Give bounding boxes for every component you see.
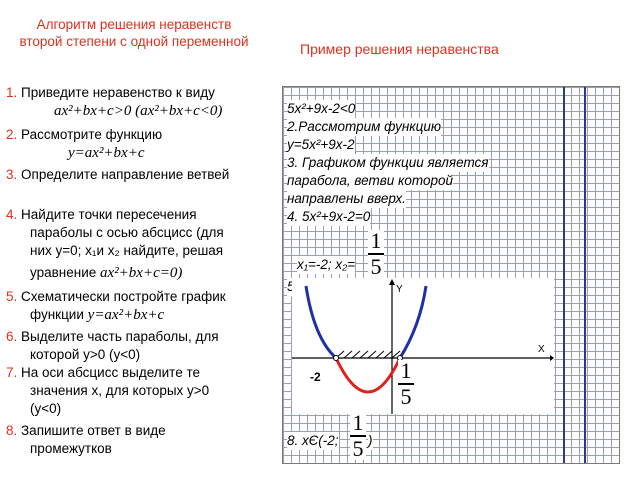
- step-2: [6, 126, 274, 162]
- step-text: На оси абсцисс выделите те: [21, 365, 201, 380]
- step-1: [6, 84, 274, 120]
- parabola-right-branch: [400, 286, 426, 358]
- solution-line: парабола, ветви которой: [287, 173, 454, 188]
- step-text: Выделите часть параболы, для: [21, 329, 219, 344]
- step-5: [6, 288, 274, 324]
- solution-line: 4. 5x²+9x-2=0: [287, 209, 371, 224]
- step-text: Запишите ответ в виде: [21, 423, 166, 438]
- step-number: 3.: [6, 167, 18, 182]
- step-text: Схематически постройте график: [21, 289, 226, 304]
- roots-line: x₁=-2; x₂=: [297, 257, 356, 272]
- step-text: Рассмотрите функцию: [21, 127, 163, 142]
- step-6: [6, 328, 274, 364]
- step-number: 8.: [6, 423, 18, 438]
- x-axis-label: X: [538, 344, 545, 355]
- solution-line: направлены вверх.: [287, 191, 406, 206]
- step-text: них y=0; x₁и x₂ найдите, решая: [30, 243, 224, 258]
- y-axis-arrow: [389, 279, 395, 285]
- example-title: Пример решения неравенства: [300, 41, 499, 57]
- step-formula: y=ax²+bx+c: [87, 307, 165, 323]
- answer-close: ): [368, 433, 373, 448]
- answer-line: 8. xЄ(-2;: [287, 433, 339, 448]
- root-right-label: 1 5: [398, 360, 414, 408]
- solution-line: 3. Графиком функции является: [287, 155, 489, 170]
- solution-step-5: 5.: [287, 279, 299, 294]
- step-formula: ax²+bx+c>0 (ax²+bx+c<0): [54, 103, 223, 119]
- step-3: [6, 166, 274, 184]
- step-number: 6.: [6, 329, 18, 344]
- step-formula: ax²+bx+c=0): [100, 265, 183, 281]
- solution-line: 5x²+9x-2<0: [287, 101, 356, 116]
- solution-hatching: [336, 351, 400, 358]
- margin-line: [563, 87, 565, 463]
- parabola-negative-part: [336, 358, 400, 392]
- step-text: промежутков: [30, 441, 112, 456]
- step-number: 2.: [6, 127, 18, 142]
- root-point-left: [334, 356, 339, 361]
- step-7: [6, 364, 274, 418]
- fraction-one-fifth: 1 5: [368, 230, 384, 278]
- solution-line: 2.Рассмотрим функцию: [287, 119, 442, 134]
- step-4: [6, 206, 274, 282]
- parabola-left-branch: [306, 286, 336, 358]
- step-text: которой y>0 (y<0): [30, 347, 141, 362]
- step-number: 5.: [6, 289, 18, 304]
- step-text: значения x, для которых y>0: [30, 383, 210, 398]
- step-number: 1.: [6, 85, 18, 100]
- step-text: Найдите точки пересечения: [21, 207, 197, 222]
- step-text: параболы с осью абсцисс (для: [30, 225, 224, 240]
- step-text: Приведите неравенство к виду: [21, 85, 215, 100]
- step-text: Определите направление ветвей: [21, 167, 230, 182]
- answer-fraction: 1 5: [350, 412, 366, 460]
- algorithm-title: Алгоритм решения неравенств второй степени с одной переменной: [19, 17, 249, 49]
- step-number: 7.: [6, 365, 18, 380]
- x-axis-arrow: [550, 355, 554, 361]
- y-axis-label: Y: [396, 284, 403, 295]
- step-text: (y<0): [30, 401, 62, 416]
- step-number: 4.: [6, 207, 18, 222]
- root-left-label: -2: [310, 370, 321, 384]
- step-formula: y=ax²+bx+c: [68, 145, 145, 161]
- parabola-graph: [292, 278, 554, 414]
- solution-line: y=5x²+9x-2: [287, 137, 355, 152]
- margin-line: [584, 87, 586, 463]
- step-text: уравнение: [30, 265, 97, 280]
- step-8: [6, 422, 274, 458]
- step-text: функции: [30, 307, 84, 322]
